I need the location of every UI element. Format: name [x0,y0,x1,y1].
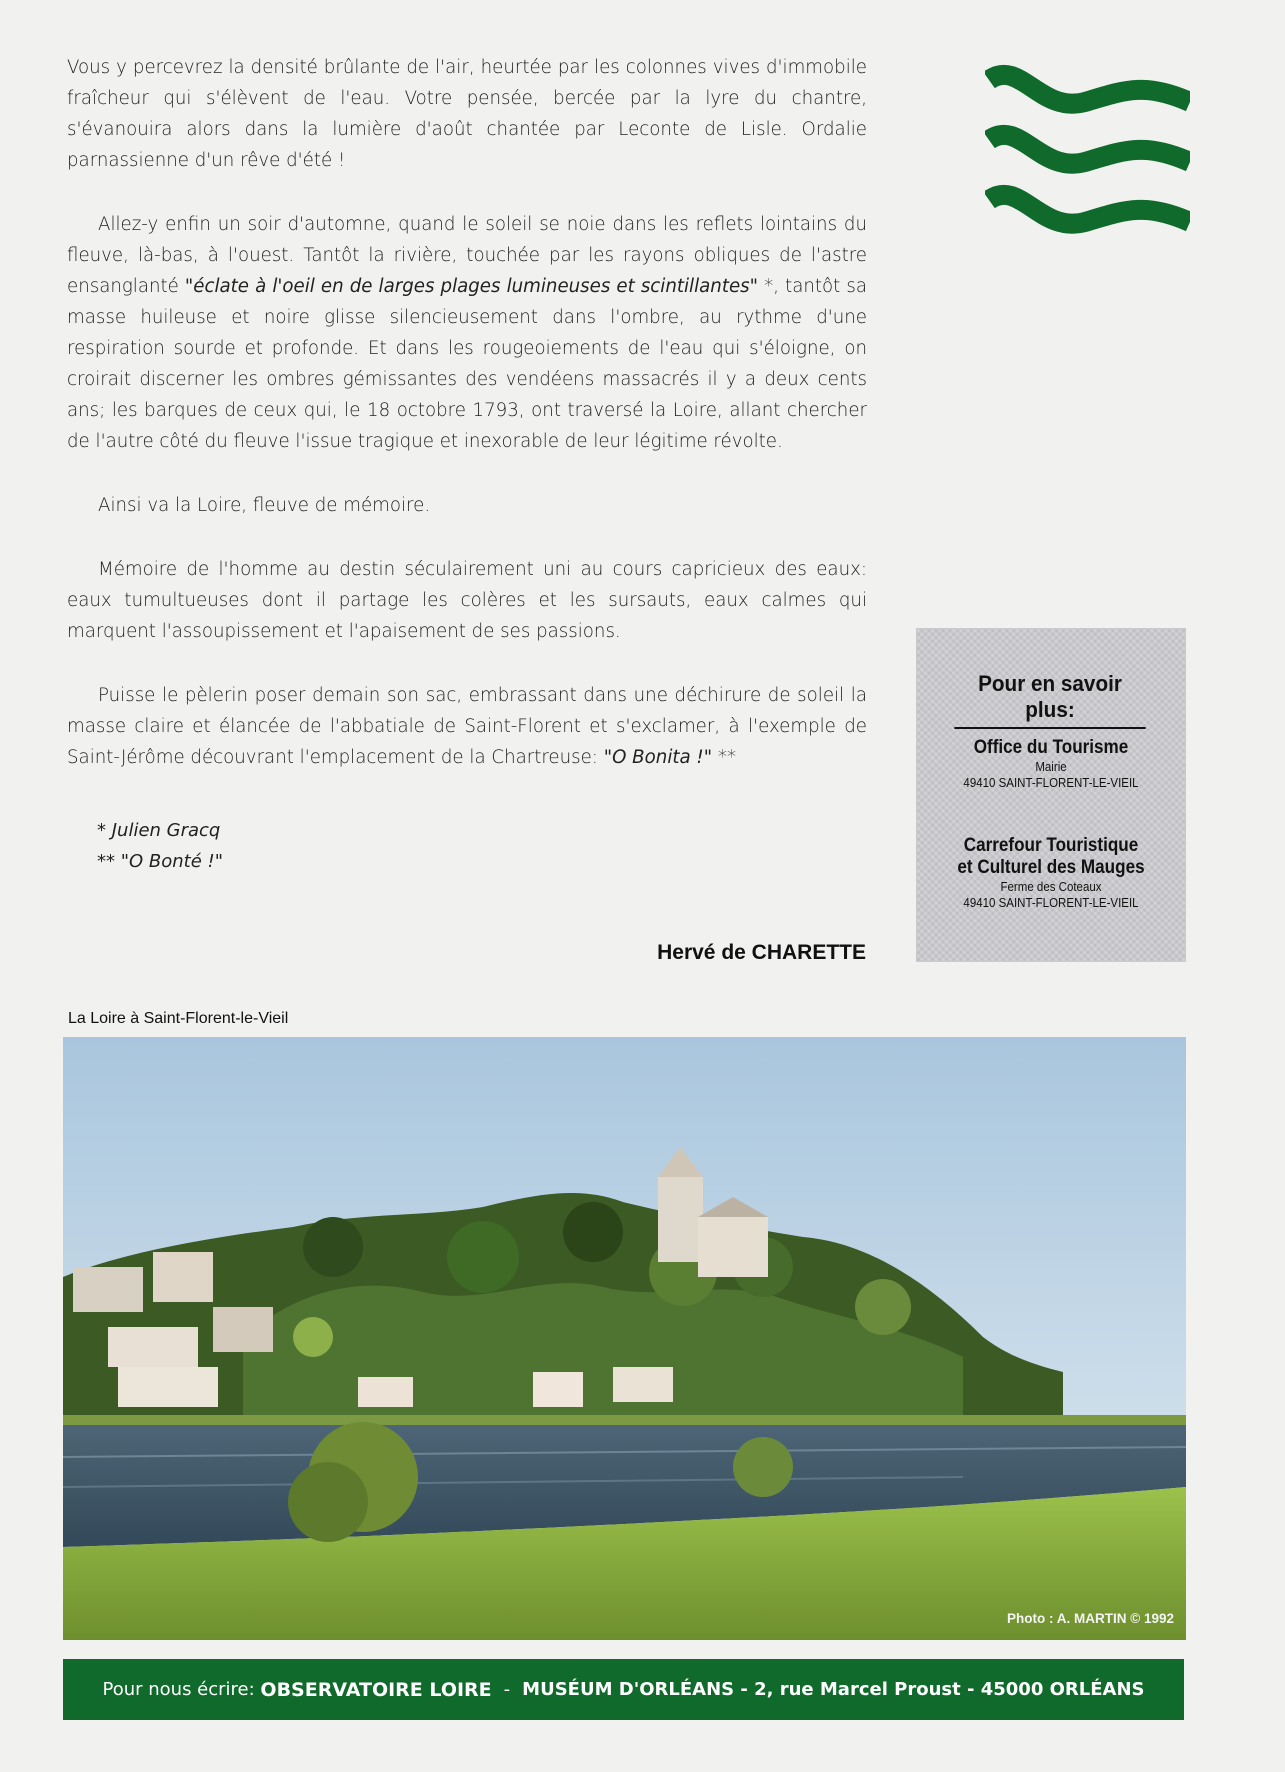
photo-credit: Photo : A. MARTIN © 1992 [1007,1611,1174,1626]
office-address-line-1: Mairie [1035,760,1067,774]
paragraph-2-text-b: *, tantôt sa masse huileuse et noire glisse silencieusement dans l'ombre, au rythme d'une respiration sourde et profonde. Et dans les rougeoiements de l'eau qui s'éloigne, on croirait discerner les ombres gémissantes des vendéens massacrés il y a deux cents ans; les barques de ceux qui, le 18 octobre 1793, ont traversé la Loire, allant chercher de l'autre côté du fleuve l'issue tragique et inexorable de leur légitime révolte. [67,276,867,452]
carrefour-name-line-1: Carrefour Touristique [963,835,1139,856]
paragraph-2-text-a: Allez-y enfin un soir d'automne, quand le soleil se noie dans les reflets lointains du fleuve, là-bas, à l'ouest. Tantôt la rivière, touchée par les rayons obliques de l'astre ensanglanté [67,214,867,297]
paragraph-5-text-b: ** [712,747,737,768]
footnote-1: * Julien Gracq [97,820,221,841]
carrefour-address-line-1: Ferme des Coteaux [1000,880,1102,894]
photo-caption: La Loire à Saint-Florent-le-Vieil [68,1010,289,1027]
carrefour-block [916,835,1186,911]
article-body [67,52,867,806]
gracq-quote: "éclate à l'oeil en de larges plages lumineuses et scintillantes" [184,276,758,297]
footnote-2: ** "O Bonté !" [97,851,224,872]
footer-separator: - [503,1679,511,1700]
info-title: Pour en savoir plus: [954,671,1145,729]
paragraph-5 [67,680,867,773]
carrefour-name-line-2: et Culturel des Mauges [957,857,1145,878]
paragraph-3: Ainsi va la Loire, fleuve de mémoire. [98,495,431,516]
waves-logo-icon [985,62,1190,262]
author-signature: Hervé de CHARETTE [657,941,866,964]
info-box [916,628,1186,962]
landscape-photo [63,1037,1186,1640]
carrefour-address-line-2: 49410 SAINT-FLORENT-LE-VIEIL [963,896,1139,910]
paragraph-5-text-a: Puisse le pèlerin poser demain son sac, embrassant dans une déchirure de soleil la masse claire et élancée de l'abbatiale de Saint-Florent et s'exclamer, à l'exemple de Saint-Jérôme découvrant l'emplacement de la Chartreuse: [67,685,867,768]
footer-contact-bar [63,1659,1184,1720]
office-address-line-2: 49410 SAINT-FLORENT-LE-VIEIL [963,776,1139,790]
footnotes [97,815,223,877]
footer-organization: OBSERVATOIRE LOIRE [260,1678,492,1701]
office-name: Office du Tourisme [973,737,1129,758]
office-tourisme-block [916,737,1186,791]
paragraph-2 [67,209,867,457]
landscape-illustration [63,1037,1186,1640]
footer-lead: Pour nous écrire: [102,1679,255,1700]
paragraph-4: Mémoire de l'homme au destin séculairement uni au cours capricieux des eaux: eaux tumultueuses dont il partage les colères et les sursauts, eaux calmes qui marquent l'assoupissement et l'apaisement de ses passions. [67,559,867,642]
footer-address: MUSÉUM D'ORLÉANS - 2, rue Marcel Proust - 45000 ORLÉANS [522,1679,1145,1700]
paragraph-1: Vous y percevrez la densité brûlante de l'air, heurtée par les colonnes vives d'immobile fraîcheur qui s'élèvent de l'eau. Votre pensée, bercée par la lyre du chantre, s'évanouira alors dans la lumière d'août chantée par Leconte de Lisle. Ordalie parnassienne d'un rêve d'été ! [67,57,867,171]
bonita-quote: "O Bonita !" [603,747,713,768]
